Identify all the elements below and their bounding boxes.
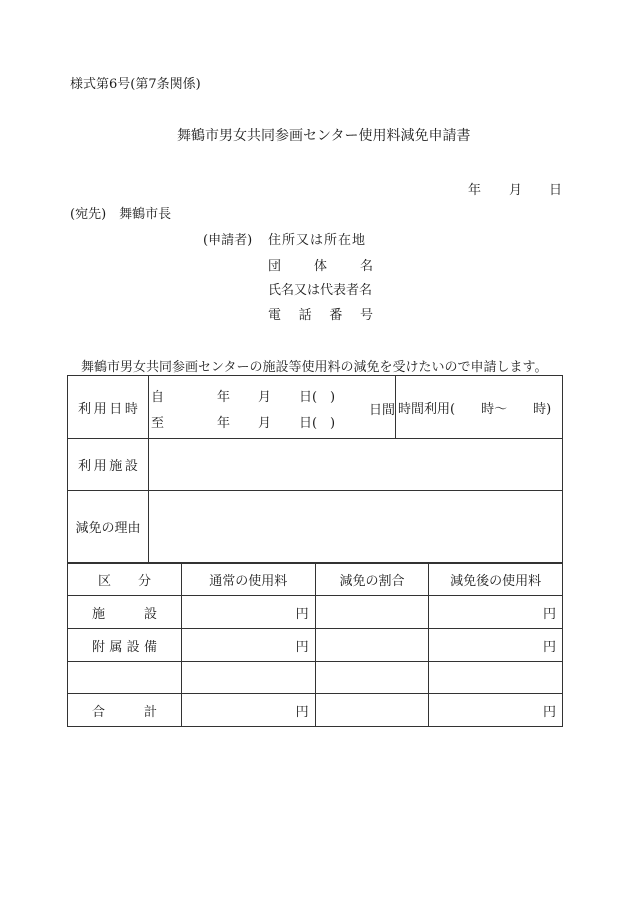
usage-table [67,375,563,563]
to-prefix: 至 [150,416,164,431]
table-row [68,596,563,629]
phone-char: 番 [329,308,343,323]
facility-ratio[interactable] [315,596,429,629]
applicant-label: (申請者) [203,233,253,248]
to-year: 年 [216,416,230,431]
from-year: 年 [216,390,230,405]
org-char: 体 [313,259,327,274]
header-category [68,564,182,596]
recipient: (宛先) 舞鶴市長 [70,207,172,222]
row-label-char: 設 [143,606,157,622]
org-char: 名 [359,259,373,274]
facility-fee-after[interactable]: 円 [429,596,563,629]
total-fee-after[interactable]: 円 [429,694,563,727]
to-day: 日( ) [298,416,336,431]
facility-normal-fee[interactable]: 円 [181,596,315,629]
org-char: 団 [268,259,282,274]
table-row [68,694,563,727]
row-label-char: 施 [92,606,106,622]
datetime-range-cell[interactable] [148,376,395,439]
datetime-char: 利 [78,401,92,417]
phone-char: 電 [268,308,282,323]
facility-input-cell[interactable] [148,439,562,491]
reason-label: 減免の理由 [75,521,141,536]
row-label-char: 設 [126,639,140,655]
hours-cell[interactable] [396,376,563,439]
form-number: 様式第6号(第7条関係) [70,77,201,92]
facility-label-cell [68,439,149,491]
fee-table [67,563,563,727]
facility-char: 設 [124,459,138,474]
header-reduction-ratio: 減免の割合 [315,564,429,596]
facility-char: 利 [78,459,92,474]
date-year-label: 年 [468,183,482,198]
datetime-char: 日 [109,401,123,417]
phone-char: 号 [359,308,373,323]
date-line [0,179,630,198]
header-normal-fee: 通常の使用料 [181,564,315,596]
table-row [68,662,563,694]
from-day: 日( ) [298,390,336,405]
phone-char: 話 [298,308,312,323]
row-label-char: 計 [143,704,157,720]
blank-ratio[interactable] [315,662,429,694]
row-label-blank[interactable] [68,662,182,694]
applicant-org-label [268,255,373,274]
total-ratio[interactable] [315,694,429,727]
facility-char: 用 [93,459,107,474]
date-month-label: 月 [509,183,523,198]
row-label-equipment [68,629,182,662]
category-char: 分 [137,574,151,589]
reason-input-cell[interactable] [148,491,562,563]
hours-text: 時間利用( 時～ 時) [398,401,552,417]
applicant-address-label: 住所又は所在地 [268,233,367,248]
row-label-char: 属 [109,639,123,655]
date-day-label: 日 [549,183,563,198]
applicant-phone-label [268,304,373,323]
datetime-label-cell [68,376,149,439]
header-fee-after: 減免後の使用料 [429,564,563,596]
form-title: 舞鶴市男女共同参画センター使用料減免申請書 [177,128,471,144]
to-month: 月 [257,416,271,431]
datetime-char: 用 [93,401,107,417]
row-label-total [68,694,182,727]
facility-char: 施 [109,459,123,474]
category-char: 区 [98,574,112,589]
request-statement: 舞鶴市男女共同参画センターの施設等使用料の減免を受けたいので申請します。 [81,360,548,375]
from-month: 月 [257,390,271,405]
row-label-facility [68,596,182,629]
days-unit: 日間 [368,403,395,418]
row-label-char: 備 [143,639,157,655]
equipment-normal-fee[interactable]: 円 [181,629,315,662]
applicant-name-label: 氏名又は代表者名 [268,283,373,298]
datetime-char: 時 [124,401,138,417]
blank-fee-after[interactable] [429,662,563,694]
table-row [68,629,563,662]
equipment-fee-after[interactable]: 円 [429,629,563,662]
total-normal-fee[interactable]: 円 [181,694,315,727]
from-prefix: 自 [150,390,164,405]
row-label-char: 附 [92,639,106,655]
equipment-ratio[interactable] [315,629,429,662]
reason-label-cell [68,491,149,563]
blank-normal-fee[interactable] [181,662,315,694]
row-label-char: 合 [92,704,106,720]
